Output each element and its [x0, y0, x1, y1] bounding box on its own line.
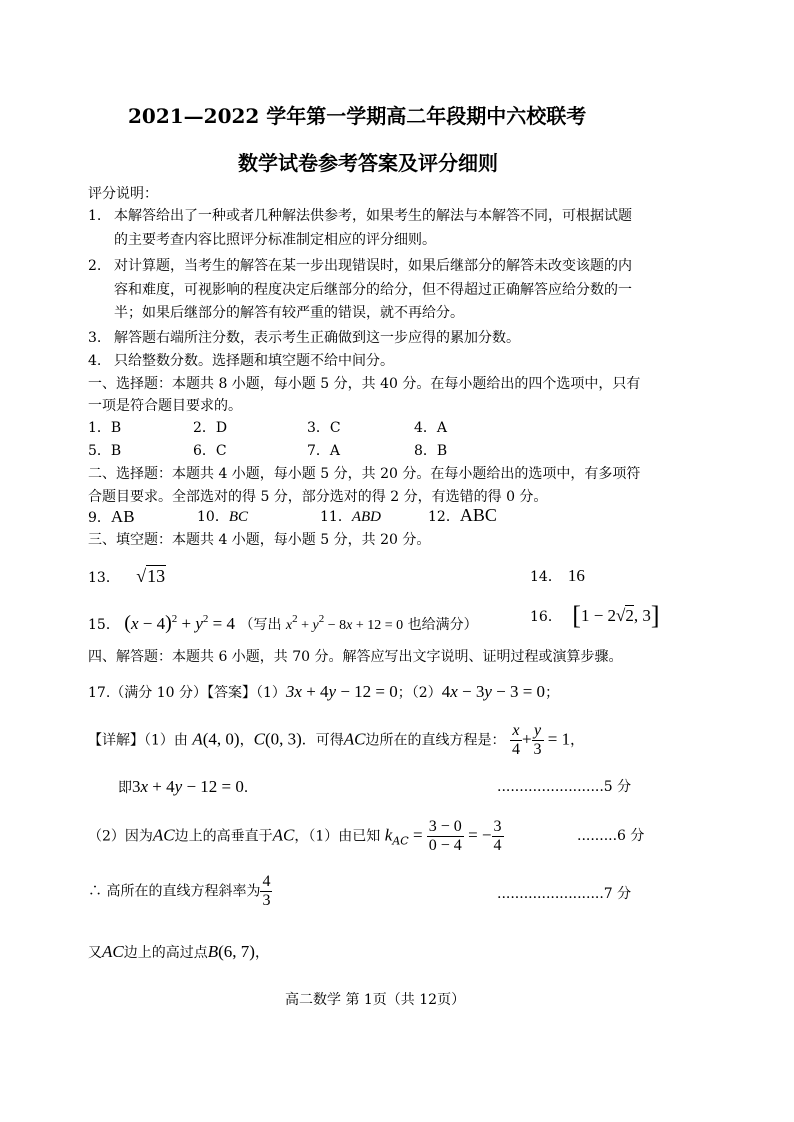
- answer-8: 8．B: [414, 443, 448, 459]
- section4-intro: 四、解答题：本题共 6 小题，共 70 分。解答应写出文字说明、证明过程或演算步骤。: [88, 649, 623, 665]
- note-number: 1.: [88, 208, 102, 224]
- score-7: ........................7 分: [497, 886, 632, 902]
- q17-answer: 17.（满分 10 分）【答案】（1）3x + 4y − 12 = 0；（2）4x − 3y − 3 = 0；: [88, 682, 560, 701]
- section1-intro: 一项是符合题目要求的。: [88, 398, 242, 414]
- q17-point-b: 又AC边上的高过点B(6, 7)，: [88, 942, 269, 961]
- answer-13: 13． √13: [88, 566, 166, 586]
- answer-6: 6．C: [193, 443, 227, 459]
- answer-2: 2．D: [193, 420, 228, 436]
- answer-10: 10．BC: [197, 509, 248, 525]
- section2-intro: 二、选择题：本题共 4 小题，每小题 5 分，共 20 分。在每小题给出的选项中，有多项符: [88, 466, 641, 482]
- answer-16: 16． [1 − 2√2, 3]: [530, 601, 660, 630]
- answer-12: 12．ABC: [428, 505, 497, 525]
- answer-4: 4．A: [414, 420, 448, 436]
- section2-intro: 合题目要求。全部选对的得 5 分，部分选对的得 2 分，有选错的得 0 分。: [88, 489, 548, 505]
- note-text: 本解答给出了一种或者几种解法供参考，如果考生的解法与本解答不同，可根据试题: [114, 208, 632, 224]
- answer-1: 1．B: [88, 420, 122, 436]
- answer-5: 5．B: [88, 443, 122, 459]
- interval: [1 − 2√2, 3]: [572, 601, 660, 630]
- answer-9: 9．AB: [88, 507, 135, 526]
- section1-intro: 一、选择题：本题共 8 小题，每小题 5 分，共 40 分。在每小题给出的四个选项中，只有: [88, 376, 641, 392]
- q17-slope: ∴ 高所在的直线方程斜率为 $\frac{4}{3}$: [88, 873, 271, 909]
- score-6: .........6 分: [577, 828, 645, 844]
- sqrt-symbol: √13: [136, 566, 166, 586]
- note-text: 半；如果后继部分的解答有较严重的错误，就不再给分。: [114, 305, 464, 321]
- note-text: 解答题右端所注分数，表示考生正确做到这一步应得的累加分数。: [114, 330, 520, 346]
- note-number: 2.: [88, 258, 102, 274]
- note-number: 4.: [88, 353, 102, 369]
- q17-part2: （2）因为AC边上的高垂直于AC，（1）由已知 $k_{AC}$ = $\frac{3 - 0}{0 - 4}$ = − $\frac{3}{4}$: [88, 818, 502, 854]
- note-text: 的主要考查内容比照评分标准制定相应的评分细则。: [114, 232, 436, 248]
- page-title: 2021—2022 学年第一学期高二年段期中六校联考: [128, 104, 587, 128]
- equation: $x^2 + y^2 - 8x + 12 = 0$: [285, 613, 404, 633]
- note-text: 对计算题，当考生的解答在某一步出现错误时，如果后继部分的解答未改变该题的内: [114, 258, 632, 274]
- page-footer: 高二数学 第 1页（共 12页）: [285, 992, 466, 1008]
- score-5: ........................5 分: [497, 779, 632, 795]
- note-text: 只给整数分数。选择题和填空题不给中间分。: [114, 353, 394, 369]
- answer-11: 11．ABD: [320, 509, 381, 525]
- q17-detail: 【详解】（1）由 A(4, 0)，C(0, 3)．可得AC边所在的直线方程是： $\frac{x}{4}$ + $\frac{y}{3}$ = 1，: [88, 722, 585, 758]
- note-text: 容和难度，可视影响的程度决定后继部分的给分，但不得超过正确解答应给分数的一: [114, 282, 632, 298]
- answer-3: 3．C: [307, 420, 341, 436]
- q17-line-eq: 即3x + 4y − 12 = 0．: [118, 777, 258, 796]
- answer-7: 7．A: [307, 443, 341, 459]
- equation: $(x - 4)^2 + y^2 = 4$: [124, 612, 235, 634]
- section3-intro: 三、填空题：本题共 4 小题，每小题 5 分，共 20 分。: [88, 532, 431, 548]
- answer-14: 14． 16: [530, 566, 585, 585]
- page-subtitle: 数学试卷参考答案及评分细则: [238, 151, 498, 175]
- note-number: 3.: [88, 330, 102, 346]
- answer-15: 15． $(x - 4)^2 + y^2 = 4$ （写出 $x^2 + y^2 - 8x + 12 = 0$ 也给满分）: [88, 612, 478, 634]
- notes-heading: 评分说明：: [88, 186, 158, 202]
